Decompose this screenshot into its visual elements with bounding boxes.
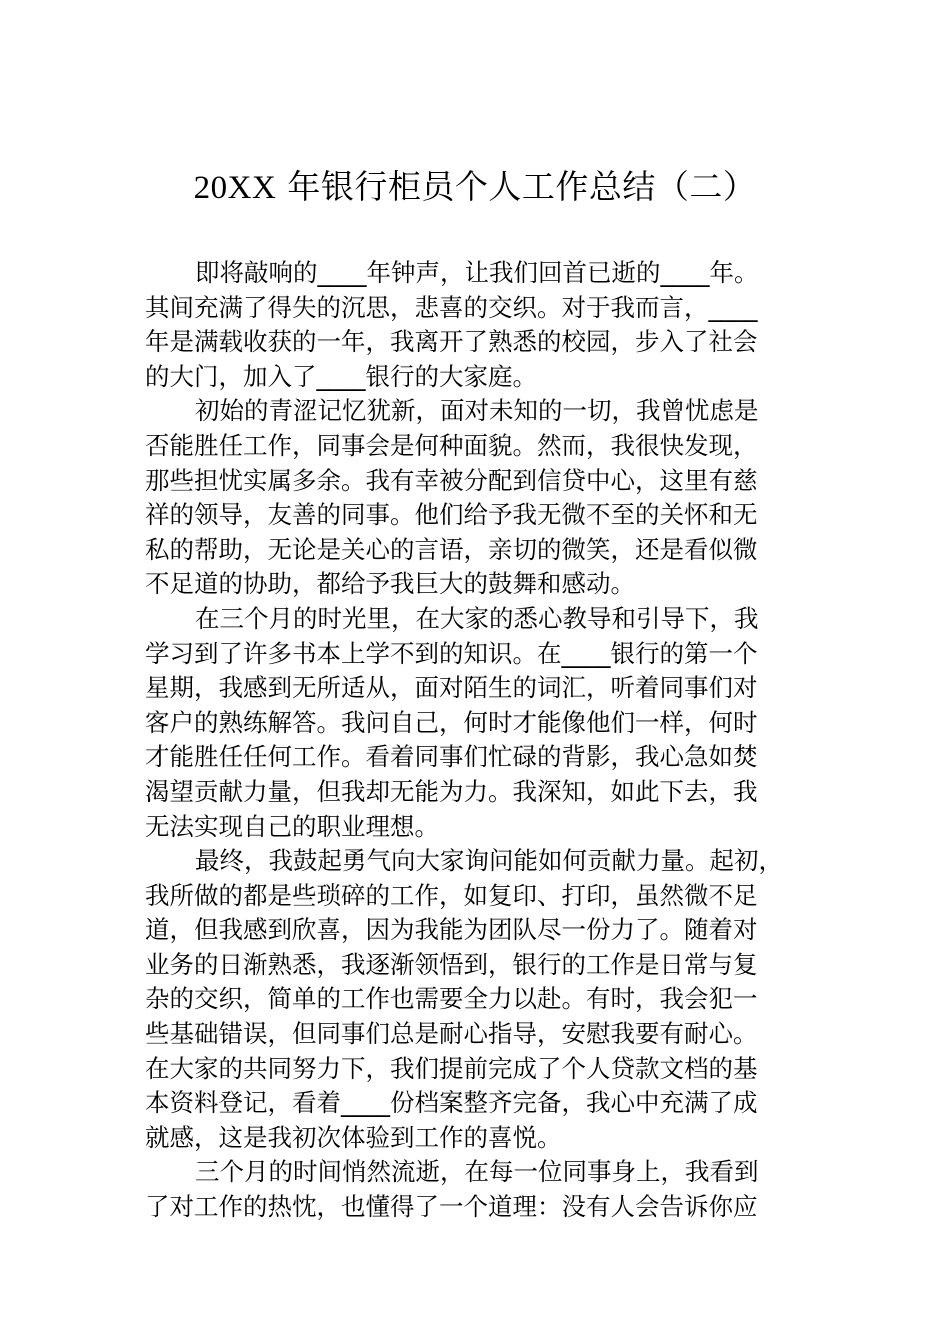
document-title-number: 20XX <box>193 170 277 206</box>
document-title-text: 年银行柜员个人工作总结（二） <box>276 167 757 206</box>
body-line: 三个月的时间悄然流逝，在每一位同事身上，我看到 <box>195 1157 759 1187</box>
body-line: 即将敲响的____年钟声，让我们回首已逝的____年。 <box>195 258 759 287</box>
body-line: 其间充满了得失的沉思，悲喜的交织。对于我而言，____ <box>145 292 758 322</box>
body-line: 那些担忧实属多余。我有幸被分配到信贷中心，这里有慈 <box>145 465 758 495</box>
body-line: 否能胜任工作，同事会是何种面貌。然而，我很快发现， <box>145 430 758 460</box>
body-line: 在大家的共同努力下，我们提前完成了个人贷款文档的基 <box>145 1053 758 1083</box>
body-line: 业务的日渐熟悉，我逐渐领悟到，银行的工作是日常与复 <box>145 949 758 979</box>
body-line: 我所做的都是些琐碎的工作，如复印、打印，虽然微不足 <box>145 880 758 910</box>
document-title <box>0 162 950 213</box>
body-line: 才能胜任任何工作。看着同事们忙碌的背影，我心急如焚 <box>145 742 758 772</box>
body-line: 客户的熟练解答。我问自己，何时才能像他们一样，何时 <box>145 707 758 737</box>
body-line: 祥的领导，友善的同事。他们给予我无微不至的关怀和无 <box>145 500 758 530</box>
body-line: 渴望贡献力量，但我却无能为力。我深知，如此下去，我 <box>145 776 758 806</box>
body-line: 年是满载收获的一年，我离开了熟悉的校园，步入了社会 <box>145 327 758 357</box>
body-line: 最终，我鼓起勇气向大家询问能如何贡献力量。起初， <box>195 846 783 876</box>
body-line: 道，但我感到欣喜，因为我能为团队尽一份力了。随着对 <box>145 915 758 945</box>
body-line: 不足道的协助，都给予我巨大的鼓舞和感动。 <box>145 569 635 599</box>
body-line: 学习到了许多书本上学不到的知识。在____银行的第一个 <box>145 638 758 668</box>
body-line: 无法实现自己的职业理想。 <box>145 811 439 841</box>
body-line: 就感，这是我初次体验到工作的喜悦。 <box>145 1122 562 1152</box>
body-line: 初始的青涩记忆犹新，面对未知的一切，我曾忧虑是 <box>195 396 759 426</box>
body-line: 本资料登记，看着____份档案整齐完备，我心中充满了成 <box>145 1088 758 1118</box>
body-line: 的大门，加入了____银行的大家庭。 <box>145 361 537 391</box>
body-line: 星期，我感到无所适从，面对陌生的词汇，听着同事们对 <box>145 673 758 703</box>
body-line: 些基础错误，但同事们总是耐心指导，安慰我要有耐心。 <box>145 1019 758 1049</box>
body-line: 了对工作的热忱，也懂得了一个道理：没有人会告诉你应 <box>145 1192 758 1222</box>
document-body <box>145 256 809 1225</box>
body-line: 在三个月的时光里，在大家的悉心教导和引导下，我 <box>195 603 759 633</box>
body-line: 私的帮助，无论是关心的言语，亲切的微笑，还是看似微 <box>145 534 758 564</box>
body-line: 杂的交织，简单的工作也需要全力以赴。有时，我会犯一 <box>145 984 758 1014</box>
